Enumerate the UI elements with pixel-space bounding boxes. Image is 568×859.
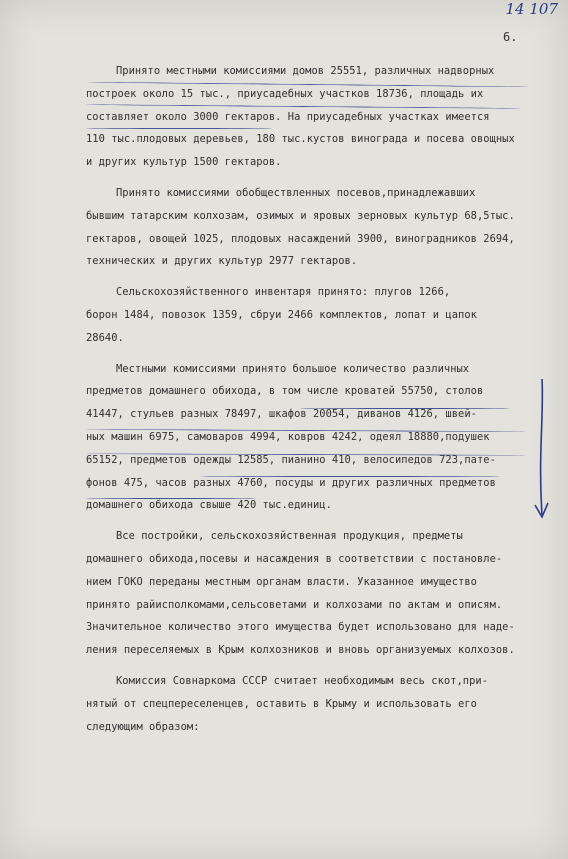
text-line: борон 1484, повозок 1359, сбруи 2466 комплектов, лопат и цапок bbox=[86, 308, 477, 321]
text-line: 65152, предметов одежды 12585, пианино 410, велосипедов 723,пате- bbox=[86, 453, 496, 466]
text-line: ления переселяемых в Крым колхозников и вновь организуемых колхозов. bbox=[86, 644, 515, 657]
text-line: Все постройки, сельскохозяйственная продукция, предметы bbox=[116, 530, 463, 543]
text-line: следующим образом: bbox=[86, 720, 200, 733]
paragraph-houses bbox=[86, 60, 561, 174]
text-line: ных машин 6975, самоваров 4994, ковров 4242, одеял 18880,подушек bbox=[86, 430, 490, 443]
text-line: бывшим татарским колхозам, озимых и яровых зерновых культур 68,5тыс. bbox=[86, 209, 515, 222]
handwritten-underline bbox=[86, 128, 272, 129]
text-line: технических и других культур 2977 гектаров. bbox=[86, 255, 358, 268]
paragraph-crops bbox=[86, 182, 561, 273]
paragraph-household-items bbox=[86, 358, 561, 518]
text-line: Принято местными комиссиями домов 25551, различных надворных bbox=[116, 65, 495, 77]
text-line: Комиссия Совнаркома СССР считает необходимым весь скот,при- bbox=[116, 674, 489, 687]
page-number: 6. bbox=[503, 30, 518, 44]
handwritten-underline bbox=[200, 476, 500, 477]
paragraph-transfer bbox=[86, 525, 561, 662]
text-line: Значительное количество этого имущества будет использовано для наде- bbox=[86, 621, 515, 634]
text-line: нятый от спецпереселенцев, оставить в Крыму и использовать его bbox=[86, 697, 477, 710]
text-line: 41447, стульев разных 78497, шкафов 20054, диванов 4126, швей- bbox=[86, 408, 477, 421]
text-line: 110 тыс.плодовых деревьев, 180 тыс.кустов винограда и посева овощных bbox=[86, 133, 515, 146]
paragraph-livestock bbox=[86, 670, 561, 738]
text-line: нием ГОКО переданы местным органам власти. Указанное имущество bbox=[86, 575, 477, 588]
text-line: фонов 475, часов разных 4760, посуды и других различных предметов bbox=[86, 476, 496, 489]
text-line: Сельскохозяйственного инвентаря принято: плугов 1266, bbox=[116, 286, 451, 299]
text-line: предметов домашнего обихода, в том числе кроватей 55750, столов bbox=[86, 385, 484, 398]
text-line: и других культур 1500 гектаров. bbox=[86, 156, 282, 169]
text-line: составляет около 3000 гектаров. На приусадебных участках имеется bbox=[86, 110, 490, 123]
handwritten-underline bbox=[300, 408, 510, 409]
handwritten-archive-mark: 14 107 bbox=[505, 0, 558, 18]
document-body bbox=[86, 60, 561, 738]
paragraph-inventory bbox=[86, 281, 561, 349]
text-line: Принято комиссиями обобществленных посевов,принадлежавших bbox=[116, 186, 476, 199]
text-line: 28640. bbox=[86, 331, 124, 344]
text-line: домашнего обихода,посевы и насаждения в соответствии с постановле- bbox=[86, 552, 503, 565]
text-line: домашнего обихода свыше 420 тыс.единиц. bbox=[86, 499, 332, 512]
text-line: принято райисполкомами,сельсоветами и колхозами по актам и описям. bbox=[86, 598, 503, 611]
text-line: построек около 15 тыс., приусадебных участков 18736, площадь их bbox=[86, 87, 484, 100]
handwritten-underline bbox=[86, 498, 256, 499]
margin-arrow-icon bbox=[532, 375, 556, 525]
text-line: гектаров, овощей 1025, плодовых насаждений 3900, виноградников 2694, bbox=[86, 232, 515, 245]
text-line: Местными комиссиями принято большое количество различных bbox=[116, 362, 470, 375]
